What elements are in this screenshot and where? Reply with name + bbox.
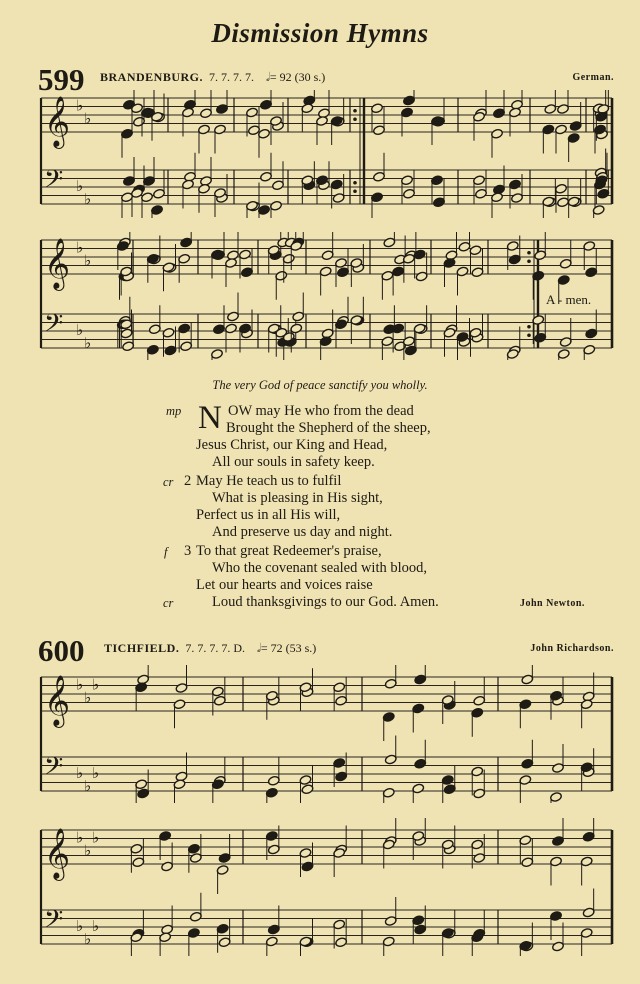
verse-line: To that great Redeemer's praise, (196, 543, 382, 559)
flat-icon: ♭ (76, 828, 84, 847)
note-head (580, 699, 593, 710)
note-head (511, 193, 524, 204)
flat-icon: ♭ (76, 96, 84, 115)
note-head (583, 241, 596, 252)
author-credit: John Newton. (520, 598, 585, 609)
note-head (412, 783, 425, 794)
note-head (200, 108, 213, 119)
hymn-number: 599 (38, 62, 85, 97)
tempo: = 72 (53 s.) (260, 641, 317, 655)
note-head (225, 258, 238, 269)
hymn-600-header (38, 633, 614, 668)
note-head (135, 779, 148, 790)
treble-clef-icon: 𝄞 (44, 828, 71, 879)
note-head (597, 188, 610, 199)
flat-icon: ♭ (76, 238, 84, 257)
flat-icon: ♭ (84, 776, 92, 795)
note-head (292, 311, 305, 322)
note-head (216, 104, 229, 115)
note-head (335, 771, 348, 782)
dynamic-mark: f (164, 545, 168, 559)
note-head (509, 107, 522, 118)
note-head (148, 324, 161, 335)
note-head (120, 328, 133, 339)
note-head (161, 861, 174, 872)
note-head (301, 103, 314, 114)
hymn-599-system-1 (38, 90, 616, 218)
note-head (319, 266, 332, 277)
note-head (143, 176, 156, 187)
half-note-symbol: 𝅗𝅥 (257, 641, 261, 655)
note-head (151, 205, 164, 216)
note-head (557, 349, 570, 360)
note-head (299, 848, 312, 859)
note-head (218, 853, 231, 864)
note-head (190, 853, 203, 864)
note-head (550, 856, 563, 867)
note-head (382, 787, 395, 798)
tune-line (100, 70, 325, 85)
note-head (123, 176, 136, 187)
note-head (335, 695, 348, 706)
note-head (225, 323, 238, 334)
note-head (550, 792, 563, 803)
verse-number: 2 (184, 473, 192, 489)
verse-line: And preserve us day and night. (212, 524, 393, 540)
note-head (382, 712, 395, 723)
note-head (469, 245, 482, 256)
flat-icon: ♭ (84, 251, 92, 270)
note-head (473, 695, 486, 706)
note-head (491, 128, 504, 139)
flat-icon: ♭ (76, 917, 84, 935)
note-head (146, 344, 159, 355)
note-head (569, 121, 582, 132)
music-staff-system (38, 665, 616, 803)
tempo: = 92 (30 s.) (269, 70, 326, 84)
note-head (137, 788, 150, 799)
note-head (384, 916, 397, 927)
note-head (290, 323, 303, 334)
verse-line: Let our hearts and voices raise (196, 577, 373, 593)
note-head (267, 844, 280, 855)
note-head (218, 937, 231, 948)
note-head (580, 928, 593, 939)
note-head (175, 683, 188, 694)
note-head (431, 175, 444, 186)
note-head (471, 766, 484, 777)
flat-icon: ♭ (76, 177, 84, 195)
tune-name: BRANDENBURG. (100, 70, 204, 84)
note-head (159, 932, 172, 943)
note-head (333, 682, 346, 693)
note-head (301, 861, 314, 872)
note-head (542, 124, 555, 135)
note-head (211, 686, 224, 697)
dynamic-mark: cr (163, 596, 174, 610)
note-head (443, 258, 456, 269)
note-head (371, 103, 384, 114)
note-head (534, 250, 547, 261)
verse-line: Perfect us in all His will, (196, 507, 341, 523)
flat-icon: ♭ (92, 828, 100, 847)
verse-line: May He teach us to fulfil (196, 473, 342, 489)
note-head (213, 695, 226, 706)
half-note-symbol: 𝅗𝅥 (266, 70, 270, 84)
note-head (265, 936, 278, 947)
note-head (241, 267, 254, 278)
verse-line: Jesus Christ, our King and Head, (196, 437, 388, 453)
note-head (265, 831, 278, 842)
note-head (519, 835, 532, 846)
note-head (213, 324, 226, 335)
note-head (330, 179, 343, 190)
note-head (260, 99, 273, 110)
note-head (415, 271, 428, 282)
note-head (381, 336, 394, 347)
note-head (316, 116, 329, 127)
note-head (557, 197, 570, 208)
note-head (246, 107, 259, 118)
note-head (473, 853, 486, 864)
music-staff-system (38, 90, 616, 218)
note-head (491, 192, 504, 203)
note-head (519, 699, 532, 710)
note-head (552, 941, 565, 952)
music-staff-system (38, 818, 616, 956)
hymn-600-system-2 (38, 818, 616, 956)
treble-clef-icon: 𝄞 (44, 96, 71, 147)
note-head (159, 831, 172, 842)
bass-clef-icon: 𝄢 (44, 905, 64, 941)
note-head (403, 95, 416, 106)
hymn-599-header (38, 62, 614, 97)
note-head (216, 865, 229, 876)
tune-name: TICHFIELD. (104, 641, 180, 655)
note-head (333, 758, 346, 769)
flat-icon: ♭ (92, 764, 100, 782)
note-head (333, 919, 346, 930)
note-head (132, 857, 145, 868)
treble-clef-icon: 𝄞 (44, 238, 71, 289)
note-head (121, 128, 134, 139)
verse-line: Loud thanksgivings to our God. Amen. (212, 594, 439, 610)
flat-icon: ♭ (76, 321, 84, 339)
note-head (413, 249, 426, 260)
note-head (335, 937, 348, 948)
note-head (198, 183, 211, 194)
verse-line: Brought the Shepherd of the sheep, (226, 420, 431, 436)
note-head (544, 104, 557, 115)
flat-icon: ♭ (84, 189, 92, 208)
meter: 7. 7. 7. 7. (209, 70, 255, 84)
note-head (458, 241, 471, 252)
note-head (198, 124, 211, 135)
flat-icon: ♭ (92, 675, 100, 694)
note-head (178, 253, 191, 264)
note-head (260, 171, 273, 182)
note-head (371, 192, 384, 203)
hymn-600-system-1 (38, 665, 616, 803)
note-head (403, 188, 416, 199)
note-head (392, 266, 405, 277)
note-head (456, 266, 469, 277)
note-head (173, 699, 186, 710)
note-head (383, 237, 396, 248)
note-head (473, 175, 486, 186)
hymn-source: German. (572, 72, 614, 83)
note-head (216, 923, 229, 934)
note-head (552, 836, 565, 847)
note-head (471, 839, 484, 850)
hymn-subheading: The very God of peace sanctify you wholly. (212, 378, 428, 392)
note-head (272, 180, 285, 191)
note-head (567, 133, 580, 144)
note-head (188, 843, 201, 854)
note-head (401, 107, 414, 118)
note-head (180, 341, 193, 352)
flat-icon: ♭ (84, 109, 92, 128)
hymn-number: 600 (38, 633, 85, 668)
dynamic-mark: cr (163, 475, 174, 489)
note-head (473, 788, 486, 799)
note-head (335, 258, 348, 269)
note-head (173, 779, 186, 790)
note-head (555, 124, 568, 135)
note-head (214, 124, 227, 135)
note-head (443, 784, 456, 795)
note-head (180, 237, 193, 248)
note-head (433, 197, 446, 208)
note-head (130, 843, 143, 854)
note-head (506, 241, 519, 252)
note-head (373, 125, 386, 136)
note-head (521, 674, 534, 685)
treble-clef-icon: 𝄞 (44, 675, 71, 726)
note-head (373, 171, 386, 182)
note-head (559, 258, 572, 269)
note-head (190, 911, 203, 922)
tune-line (104, 641, 316, 656)
meter: 7. 7. 7. 7. D. (185, 641, 246, 655)
note-head (270, 200, 283, 211)
note-head (162, 327, 175, 338)
note-head (153, 188, 166, 199)
note-head (414, 924, 427, 935)
note-head (475, 188, 488, 199)
note-head (580, 856, 593, 867)
note-head (337, 267, 350, 278)
flat-icon: ♭ (76, 675, 84, 694)
verse-number: 3 (184, 543, 192, 559)
note-head (555, 183, 568, 194)
note-head (412, 915, 425, 926)
note-head (188, 928, 201, 939)
dynamic-mark: mp (166, 404, 182, 418)
note-head (534, 332, 547, 343)
music-staff-system (38, 232, 616, 360)
amen-label: A - men. (546, 292, 592, 307)
note-head (267, 775, 280, 786)
note-head (267, 924, 280, 935)
note-head (552, 763, 565, 774)
verse-line: All our souls in safety keep. (212, 454, 375, 470)
note-head (519, 775, 532, 786)
flat-icon: ♭ (84, 688, 92, 707)
drop-cap: N (198, 400, 222, 436)
note-head (381, 270, 394, 281)
note-head (414, 674, 427, 685)
verse-line: Who the covenant sealed with blood, (212, 560, 428, 576)
note-head (164, 345, 177, 356)
note-head (521, 758, 534, 769)
note-head (384, 678, 397, 689)
note-head (227, 311, 240, 322)
note-head (384, 754, 397, 765)
note-head (299, 775, 312, 786)
note-head (550, 911, 563, 922)
note-head (521, 857, 534, 868)
note-head (392, 323, 405, 334)
bass-clef-icon: 𝄢 (44, 752, 64, 788)
verse-line: OW may He who from the dead (228, 403, 414, 419)
note-head (559, 337, 572, 348)
note-head (582, 907, 595, 918)
note-head (178, 323, 191, 334)
note-head (405, 345, 418, 356)
hymn-599-system-2 (38, 232, 616, 360)
flat-icon: ♭ (84, 929, 92, 948)
note-head (592, 205, 605, 216)
note-head (182, 107, 195, 118)
note-head (509, 179, 522, 190)
note-head (471, 267, 484, 278)
flat-icon: ♭ (92, 917, 100, 935)
note-head (583, 344, 596, 355)
flat-icon: ♭ (84, 333, 92, 352)
note-head (412, 703, 425, 714)
note-head (135, 682, 148, 693)
page-heading: Dismission Hymns (211, 18, 429, 48)
flat-icon: ♭ (84, 841, 92, 860)
note-head (471, 707, 484, 718)
note-head (275, 270, 288, 281)
note-head (582, 831, 595, 842)
note-head (401, 175, 414, 186)
flat-icon: ♭ (76, 764, 84, 782)
note-head (332, 193, 345, 204)
bass-clef-icon: 𝄢 (44, 309, 64, 345)
note-head (239, 249, 252, 260)
note-head (441, 775, 454, 786)
verse-line: What is pleasing in His sight, (212, 490, 383, 506)
note-head (585, 328, 598, 339)
note-head (282, 253, 295, 264)
note-head (557, 104, 570, 115)
note-head (585, 267, 598, 278)
note-head (182, 179, 195, 190)
note-head (301, 784, 314, 795)
note-head (508, 254, 521, 265)
note-head (414, 758, 427, 769)
note-head (319, 336, 332, 347)
note-head (265, 787, 278, 798)
note-head (211, 349, 224, 360)
note-head (382, 936, 395, 947)
note-head (493, 108, 506, 119)
note-head (321, 250, 334, 261)
bass-clef-icon: 𝄢 (44, 165, 64, 201)
note-head (133, 116, 146, 127)
note-head (557, 275, 570, 286)
hymn-source: John Richardson. (530, 643, 614, 654)
